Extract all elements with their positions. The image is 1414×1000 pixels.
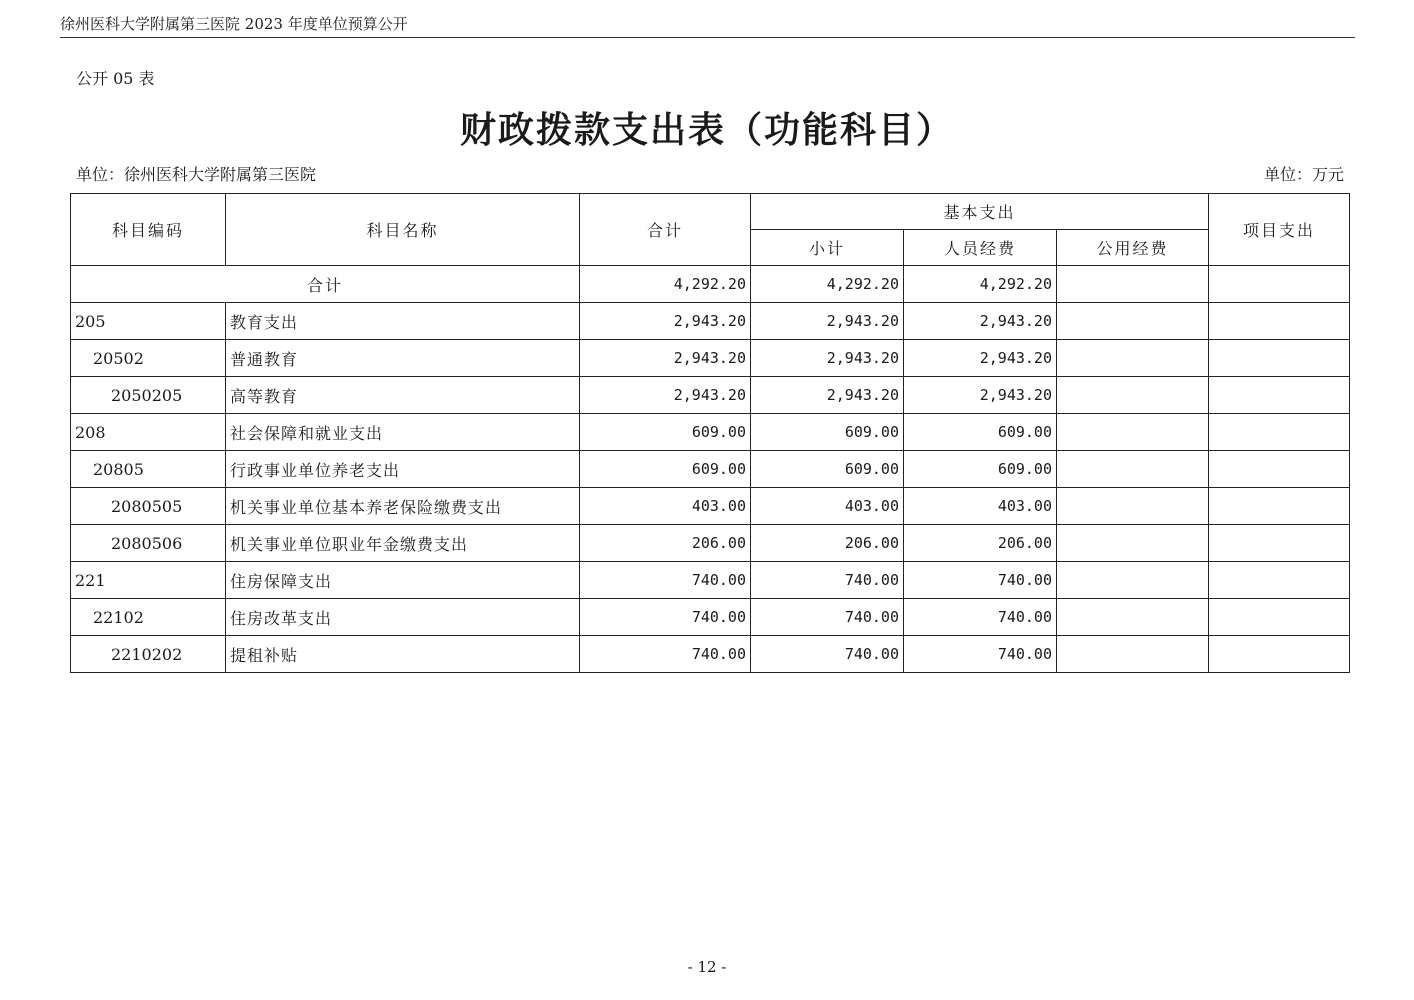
row-public <box>1057 562 1209 599</box>
row-total: 2,943.20 <box>580 340 751 377</box>
row-public <box>1057 340 1209 377</box>
row-project <box>1209 488 1350 525</box>
row-personnel: 609.00 <box>904 414 1057 451</box>
table-row <box>71 377 1350 414</box>
col-header-basic: 基本支出 <box>751 194 1209 230</box>
row-subtotal: 609.00 <box>751 414 904 451</box>
table-row <box>71 414 1350 451</box>
col-header-project: 项目支出 <box>1209 194 1350 266</box>
row-total: 206.00 <box>580 525 751 562</box>
row-name: 机关事业单位基本养老保险缴费支出 <box>226 488 580 525</box>
row-personnel: 206.00 <box>904 525 1057 562</box>
table-row <box>71 525 1350 562</box>
col-header-public: 公用经费 <box>1057 230 1209 266</box>
total-cell-public <box>1057 266 1209 303</box>
row-code: 221 <box>71 562 226 599</box>
row-total: 740.00 <box>580 599 751 636</box>
row-name: 高等教育 <box>226 377 580 414</box>
total-row <box>71 266 1350 303</box>
row-project <box>1209 414 1350 451</box>
row-public <box>1057 451 1209 488</box>
table-row <box>71 599 1350 636</box>
row-name: 普通教育 <box>226 340 580 377</box>
row-total: 609.00 <box>580 451 751 488</box>
total-label: 合计 <box>71 266 580 303</box>
row-subtotal: 740.00 <box>751 636 904 673</box>
row-personnel: 403.00 <box>904 488 1057 525</box>
row-subtotal: 2,943.20 <box>751 303 904 340</box>
row-name: 行政事业单位养老支出 <box>226 451 580 488</box>
row-personnel: 2,943.20 <box>904 377 1057 414</box>
row-total: 609.00 <box>580 414 751 451</box>
row-project <box>1209 599 1350 636</box>
row-total: 2,943.20 <box>580 303 751 340</box>
row-subtotal: 2,943.20 <box>751 377 904 414</box>
col-header-personnel: 人员经费 <box>904 230 1057 266</box>
table-row <box>71 488 1350 525</box>
col-header-subtotal: 小计 <box>751 230 904 266</box>
row-code: 208 <box>71 414 226 451</box>
row-name: 提租补贴 <box>226 636 580 673</box>
total-cell-subtotal: 4,292.20 <box>751 266 904 303</box>
table-body <box>71 266 1350 673</box>
row-public <box>1057 599 1209 636</box>
row-code: 205 <box>71 303 226 340</box>
row-name: 住房改革支出 <box>226 599 580 636</box>
row-public <box>1057 303 1209 340</box>
row-project <box>1209 525 1350 562</box>
row-total: 2,943.20 <box>580 377 751 414</box>
row-project <box>1209 340 1350 377</box>
row-public <box>1057 488 1209 525</box>
row-project <box>1209 636 1350 673</box>
row-personnel: 740.00 <box>904 636 1057 673</box>
total-cell-personnel: 4,292.20 <box>904 266 1057 303</box>
col-header-code: 科目编码 <box>71 194 226 266</box>
row-subtotal: 206.00 <box>751 525 904 562</box>
table-row <box>71 562 1350 599</box>
row-code: 2080506 <box>71 525 226 562</box>
row-total: 740.00 <box>580 636 751 673</box>
row-total: 740.00 <box>580 562 751 599</box>
row-subtotal: 403.00 <box>751 488 904 525</box>
form-number: 公开 05 表 <box>76 69 155 88</box>
budget-table <box>70 193 1350 673</box>
row-public <box>1057 636 1209 673</box>
row-name: 社会保障和就业支出 <box>226 414 580 451</box>
running-header: 徐州医科大学附属第三医院 2023 年度单位预算公开 <box>60 14 1355 38</box>
row-subtotal: 740.00 <box>751 562 904 599</box>
row-code: 2050205 <box>71 377 226 414</box>
col-header-name: 科目名称 <box>226 194 580 266</box>
table-row <box>71 303 1350 340</box>
page-number: - 12 - <box>687 958 727 976</box>
row-project <box>1209 303 1350 340</box>
row-project <box>1209 562 1350 599</box>
row-personnel: 2,943.20 <box>904 340 1057 377</box>
page-title: 财政拨款支出表（功能科目） <box>459 109 954 151</box>
row-total: 403.00 <box>580 488 751 525</box>
table-row <box>71 340 1350 377</box>
table-row <box>71 451 1350 488</box>
row-code: 22102 <box>71 599 226 636</box>
table-header <box>71 194 1350 266</box>
row-name: 机关事业单位职业年金缴费支出 <box>226 525 580 562</box>
row-personnel: 609.00 <box>904 451 1057 488</box>
table-row <box>71 636 1350 673</box>
row-project <box>1209 377 1350 414</box>
row-personnel: 740.00 <box>904 599 1057 636</box>
total-cell-total: 4,292.20 <box>580 266 751 303</box>
row-public <box>1057 525 1209 562</box>
unit-organization: 单位：徐州医科大学附属第三医院 <box>76 165 317 184</box>
row-name: 住房保障支出 <box>226 562 580 599</box>
row-project <box>1209 451 1350 488</box>
col-header-total: 合计 <box>580 194 751 266</box>
row-code: 2210202 <box>71 636 226 673</box>
row-name: 教育支出 <box>226 303 580 340</box>
row-subtotal: 2,943.20 <box>751 340 904 377</box>
row-code: 20502 <box>71 340 226 377</box>
row-code: 2080505 <box>71 488 226 525</box>
row-subtotal: 609.00 <box>751 451 904 488</box>
row-public <box>1057 377 1209 414</box>
row-personnel: 2,943.20 <box>904 303 1057 340</box>
row-code: 20805 <box>71 451 226 488</box>
row-personnel: 740.00 <box>904 562 1057 599</box>
unit-currency: 单位：万元 <box>1263 165 1344 184</box>
total-cell-project <box>1209 266 1350 303</box>
row-subtotal: 740.00 <box>751 599 904 636</box>
row-public <box>1057 414 1209 451</box>
